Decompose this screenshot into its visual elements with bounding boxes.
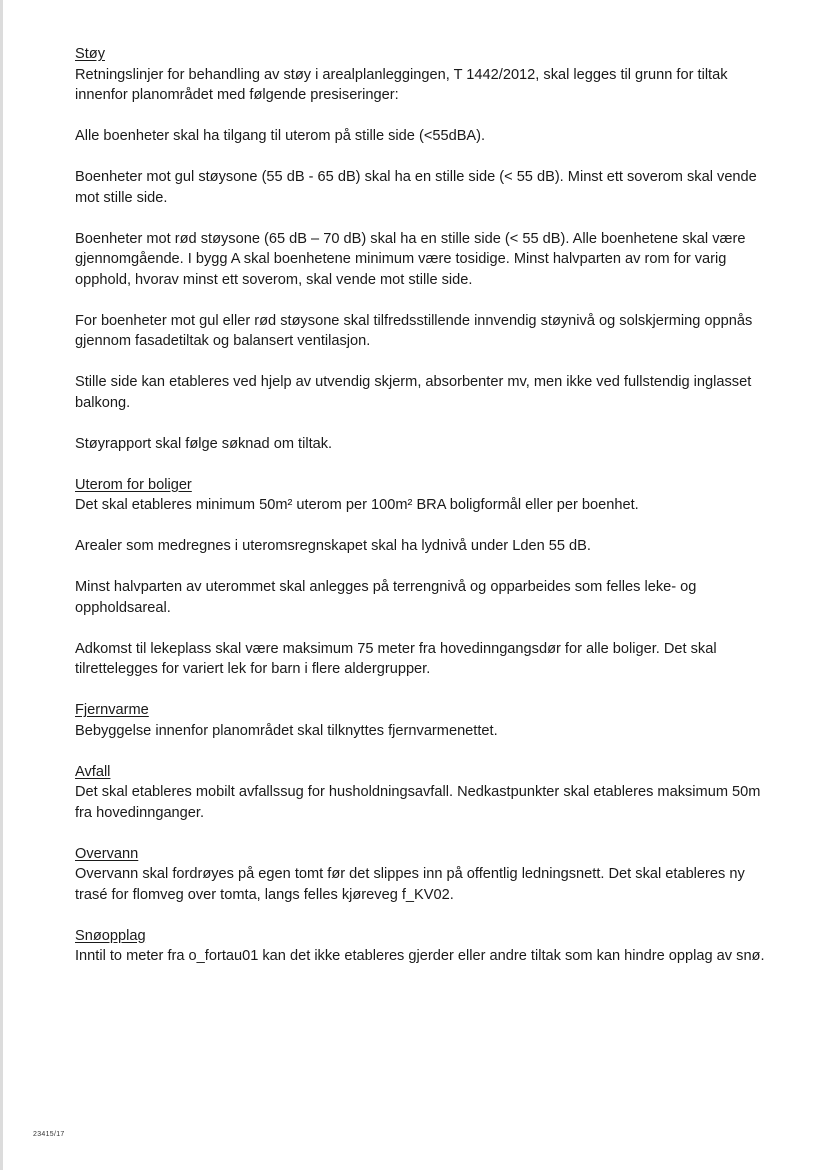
paragraph: Arealer som medregnes i uteromsregnskapet skal ha lydnivå under Lden 55 dB. [75, 538, 591, 554]
section-heading-stormwater: Overvann [75, 845, 139, 862]
paragraph: Inntil to meter fra o_fortau01 kan det ikke etableres gjerder eller andre tiltak som kan hindre opplag av snø. [75, 948, 765, 964]
paragraph: Retningslinjer for behandling av støy i arealplanleggingen, T 1442/2012, skal legges til grunn for tiltak innenfor planområdet med følgende presiseringer: [75, 66, 728, 103]
section-heading-snow-storage: Snøopplag [75, 927, 146, 944]
paragraph: Boenheter mot gul støysone (55 dB - 65 dB) skal ha en stille side (< 55 dB). Minst ett soverom skal vende mot stille side. [75, 169, 757, 206]
paragraph: Bebyggelse innenfor planområdet skal tilknyttes fjernvarmenettet. [75, 722, 498, 739]
paragraph: Adkomst til lekeplass skal være maksimum 75 meter fra hovedinngangsdør for alle boliger. Det skal tilrettelegges for variert lek for barn i flere aldergrupper. [75, 640, 717, 677]
paragraph: Stille side kan etableres ved hjelp av utvendig skjerm, absorbenter mv, men ikke ved fullstendig inglasset balkong. [75, 374, 752, 411]
paragraph: Det skal etableres minimum 50m² uterom per 100m² BRA boligformål eller per boenhet. [75, 497, 639, 513]
paragraph: Alle boenheter skal ha tilgang til uterom på stille side (<55dBA). [75, 128, 486, 144]
paragraph: Overvann skal fordrøyes på egen tomt før det slippes inn på offentlig ledningsnett. Det skal etableres ny trasé for flomveg over tomta, langs felles kjøreveg f_KV02. [75, 866, 745, 903]
document-id: 23415/17 [33, 1131, 65, 1138]
section-heading-outdoor-space: Uterom for boliger [75, 476, 192, 493]
paragraph: For boenheter mot gul eller rød støysone skal tilfredsstillende innvendig støynivå og solskjerming oppnås gjennom fasadetiltak og balansert ventilasjon. [75, 312, 753, 349]
section-heading-waste: Avfall [75, 763, 111, 780]
section-snow-storage [75, 926, 775, 967]
section-outdoor-space [75, 475, 775, 680]
section-heading-noise: Støy [75, 46, 105, 62]
paragraph: Boenheter mot rød støysone (65 dB – 70 dB) skal ha en stille side (< 55 dB). Alle boenhetene skal være gjennomgående. I bygg A skal boenhetene minimum være tosidige. Minst halvparten av rom for varig opphold, hvorav minst ett soverom, skal vende mot stille side. [75, 230, 746, 288]
section-waste [75, 762, 775, 824]
section-heading-district-heating: Fjernvarme [75, 702, 149, 718]
paragraph: Støyrapport skal følge søknad om tiltak. [75, 435, 333, 452]
page-edge [0, 0, 3, 1170]
section-stormwater [75, 844, 775, 906]
document-body [75, 44, 775, 967]
section-district-heating [75, 700, 775, 741]
paragraph: Det skal etableres mobilt avfallssug for husholdningsavfall. Nedkastpunkter skal etableres maksimum 50m fra hovedinnganger. [75, 784, 761, 821]
paragraph: Minst halvparten av uterommet skal anlegges på terrengnivå og opparbeides som felles leke- og oppholdsareal. [75, 579, 697, 616]
section-noise [75, 44, 775, 454]
